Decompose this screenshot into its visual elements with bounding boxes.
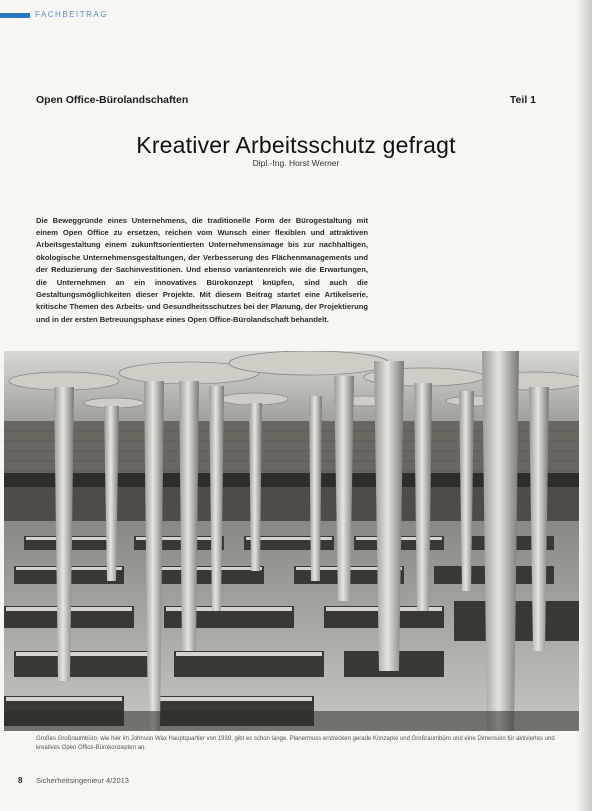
- section-accent-bar: [0, 13, 30, 18]
- article-headline: Kreativer Arbeitsschutz gefragt: [136, 132, 456, 159]
- office-photo: [4, 351, 579, 731]
- section-tag: FACHBEITRAG: [35, 10, 108, 19]
- page-number: 8: [18, 776, 23, 785]
- office-photo-illustration: [4, 351, 579, 731]
- article-author: Dipl.-Ing. Horst Werner: [252, 158, 340, 168]
- publication-name: Sicherheitsingenieur 4/2013: [36, 776, 129, 785]
- series-title: Open Office-Bürolandschaften: [36, 94, 189, 106]
- article-intro: Die Beweggründe eines Unternehmens, die traditionelle Form der Bürogestaltung mit einem Open Office zu ersetzen, reichen vom Wunsch einer flexiblen und attraktiven Arbeitsgestaltung einem zukunftsorientierten Unternehmensimage bis zur nachhaltigen, ökologische Unternehmensgestaltungen, der Verbesserung des Flächenmanagements und der Reduzierung der Sachinvestitionen. Und ebenso variantenreich wie die Erwartungen, die Unternehmen an ein innovatives Bürokonzept knüpfen, sind auch die Gestaltungsmöglichkeiten dieser Projekte. Mit diesem Beitrag startet eine Artikelserie, kritische Themen des Arbeits- und Gesundheitsschutzes bei der Planung, der Projektierung und in der ersten Betreuungsphase eines Open Office-Bürolandschaft behandelt.: [36, 215, 368, 324]
- photo-caption: Großes Großraumbüro, wie hier im Johnson Wax Hauptquartier von 1939, gibt es schon lange. Planermuss erstrecken gerade Konzepte und Großraumbüro und eine Dimension für aktiviertes und kreatives Open Office-Bürokonzepten an.: [36, 736, 555, 751]
- part-label: Teil 1: [509, 94, 536, 106]
